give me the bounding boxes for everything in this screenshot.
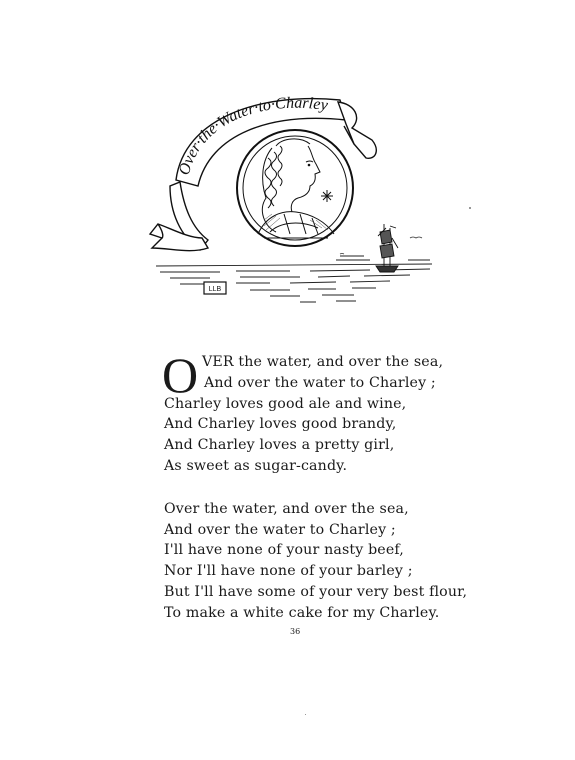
stanza-2-line-4: Nor I'll have none of your barley ; [164,563,413,580]
drop-cap: O [162,347,199,403]
first-line-text: VER the water, and over the sea, [202,354,444,370]
portrait-medallion [237,130,353,246]
stanza-2 [164,499,468,624]
stanza-1-line-6: As sweet as sugar-candy. [164,457,348,474]
illustration-svg [140,88,450,316]
paper-speck [469,207,471,209]
stanza-2-line-1: Over the water, and over the sea, [164,500,409,517]
stanza-2-line-3: I'll have none of your nasty beef, [164,542,404,559]
sea-lines [156,256,432,302]
stanza-2-line-6: To make a white cake for my Charley. [164,604,440,621]
page-number: 36 [290,627,301,636]
stanza-1-line-5: And Charley loves a pretty girl, [164,437,395,454]
monogram-box [204,282,226,294]
monogram-text: LLB [208,286,222,293]
stanza-2-line-5: But I'll have some of your very best flour, [164,583,468,600]
stanza-1-line-2: And over the water to Charley ; [204,374,436,391]
header-illustration [140,88,450,316]
poem [162,347,468,624]
stanza-1-line-4: And Charley loves good brandy, [164,416,397,433]
paper-speck [305,714,306,715]
banner-title: Over·the·Water·to·Charley [175,94,329,178]
stanza-2-line-2: And over the water to Charley ; [164,521,396,538]
stanza-1-line-3: Charley loves good ale and wine, [164,395,407,412]
stanza-1 [162,347,464,477]
